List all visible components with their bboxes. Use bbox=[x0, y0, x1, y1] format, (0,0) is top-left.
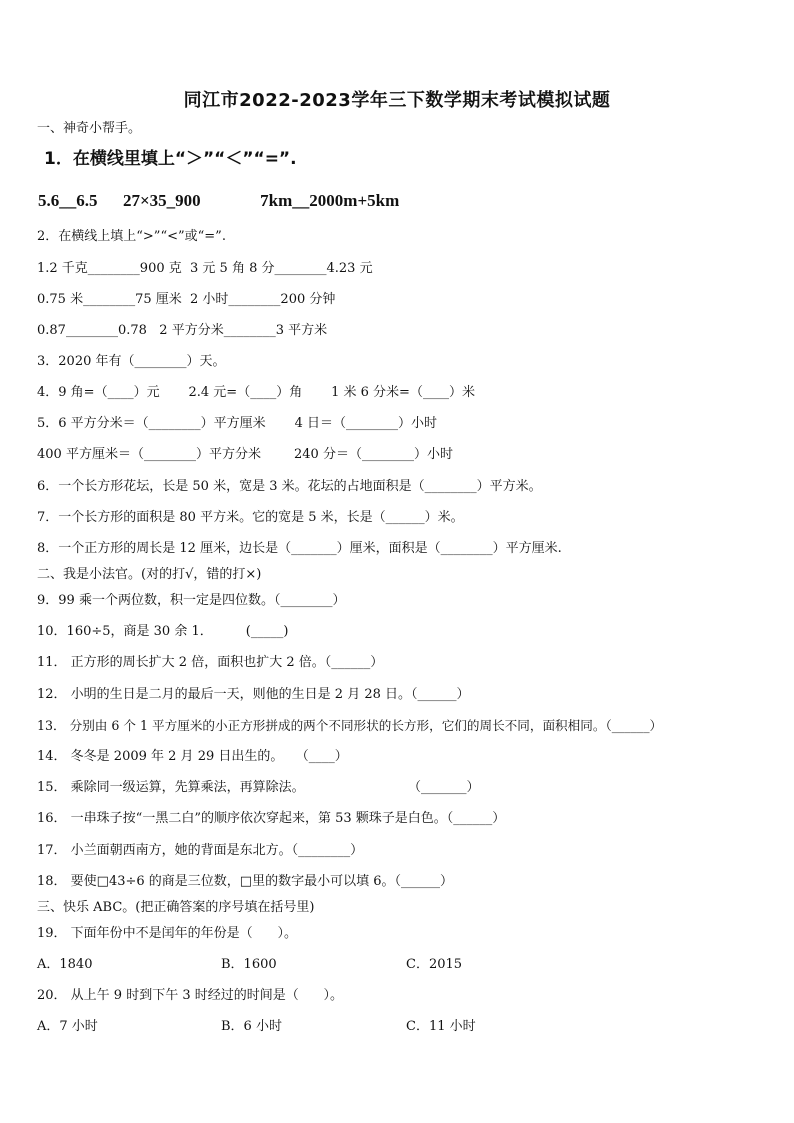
q20-option-a: A．7 小时 bbox=[37, 1019, 98, 1034]
question-2-row-2: 0.75 米________75 厘米 2 小时________200 分钟 bbox=[37, 292, 336, 307]
question-15: 15． 乘除同一级运算，先算乘法，再算除法。 （_______） bbox=[37, 780, 480, 795]
question-16: 16． 一串珠子按“一黑二白”的顺序依次穿起来，第 53 颗珠子是白色。（______） bbox=[37, 811, 506, 826]
question-3: 3．2020 年有（________）天。 bbox=[37, 354, 226, 369]
question-7: 7．一个长方形的面积是 80 平方米。它的宽是 5 米，长是（______）米。 bbox=[37, 510, 464, 525]
question-18: 18． 要使□43÷6 的商是三位数，□里的数字最小可以填 6。（______） bbox=[37, 874, 453, 889]
q19-option-c: C．2015 bbox=[406, 957, 463, 972]
question-2-row-3: 0.87________0.78 2 平方分米________3 平方米 bbox=[37, 323, 328, 338]
question-9: 9．99 乘一个两位数，积一定是四位数。（________） bbox=[37, 593, 346, 608]
question-1: 1．在横线里填上“＞”“＜”“=”. bbox=[44, 149, 297, 169]
question-2-row-1: 1.2 千克________900 克 3 元 5 角 8 分________4.23 元 bbox=[37, 261, 373, 276]
question-6: 6．一个长方形花坛，长是 50 米，宽是 3 米。花坛的占地面积是（________）平方米。 bbox=[37, 479, 542, 494]
question-10: 10．160÷5，商是 30 余 1． (_____) bbox=[37, 624, 289, 639]
section-3-heading: 三、快乐 ABC。(把正确答案的序号填在括号里) bbox=[37, 900, 315, 915]
question-13: 13． 分别由 6 个 1 平方厘米的小正方形拼成的两个不同形状的长方形，它们的周长不同，面积相同。（______） bbox=[37, 718, 663, 733]
question-14: 14． 冬冬是 2009 年 2 月 29 日出生的。 （____） bbox=[37, 749, 348, 764]
question-5-row-1: 5．6 平方分米＝（________）平方厘米 4 日＝（________）小时 bbox=[37, 416, 438, 431]
section-1-heading: 一、神奇小帮手。 bbox=[37, 121, 142, 136]
page-title: 同江市2022-2023学年三下数学期末考试模拟试题 bbox=[183, 90, 611, 111]
question-17: 17． 小兰面朝西南方，她的背面是东北方。（________） bbox=[37, 843, 364, 858]
question-11: 11． 正方形的周长扩大 2 倍，面积也扩大 2 倍。（______） bbox=[37, 655, 384, 670]
question-12: 12． 小明的生日是二月的最后一天，则他的生日是 2 月 28 日。（______） bbox=[37, 687, 470, 702]
q19-option-a: A．1840 bbox=[37, 957, 93, 972]
q19-option-b: B．1600 bbox=[221, 957, 277, 972]
section-2-heading: 二、我是小法官。(对的打√，错的打×) bbox=[37, 567, 262, 582]
question-1-items: 5.6__6.5 27×35_900 7km__2000m+5km bbox=[38, 191, 400, 210]
question-2: 2．在横线上填上“>”“<”或“=”. bbox=[37, 229, 226, 244]
question-19: 19． 下面年份中不是闰年的年份是（ ）。 bbox=[37, 926, 297, 941]
q20-option-c: C．11 小时 bbox=[406, 1019, 476, 1034]
question-20: 20． 从上午 9 时到下午 3 时经过的时间是（ ）。 bbox=[37, 988, 344, 1003]
question-5-row-2: 400 平方厘米＝（________）平方分米 240 分＝（________）小时 bbox=[37, 447, 453, 462]
q20-option-b: B．6 小时 bbox=[221, 1019, 282, 1034]
question-4: 4．9 角=（____）元 2.4 元=（____）角 1 米 6 分米=（____）米 bbox=[37, 385, 475, 400]
question-8: 8．一个正方形的周长是 12 厘米，边长是（_______）厘米，面积是（________）平方厘米. bbox=[37, 541, 562, 556]
